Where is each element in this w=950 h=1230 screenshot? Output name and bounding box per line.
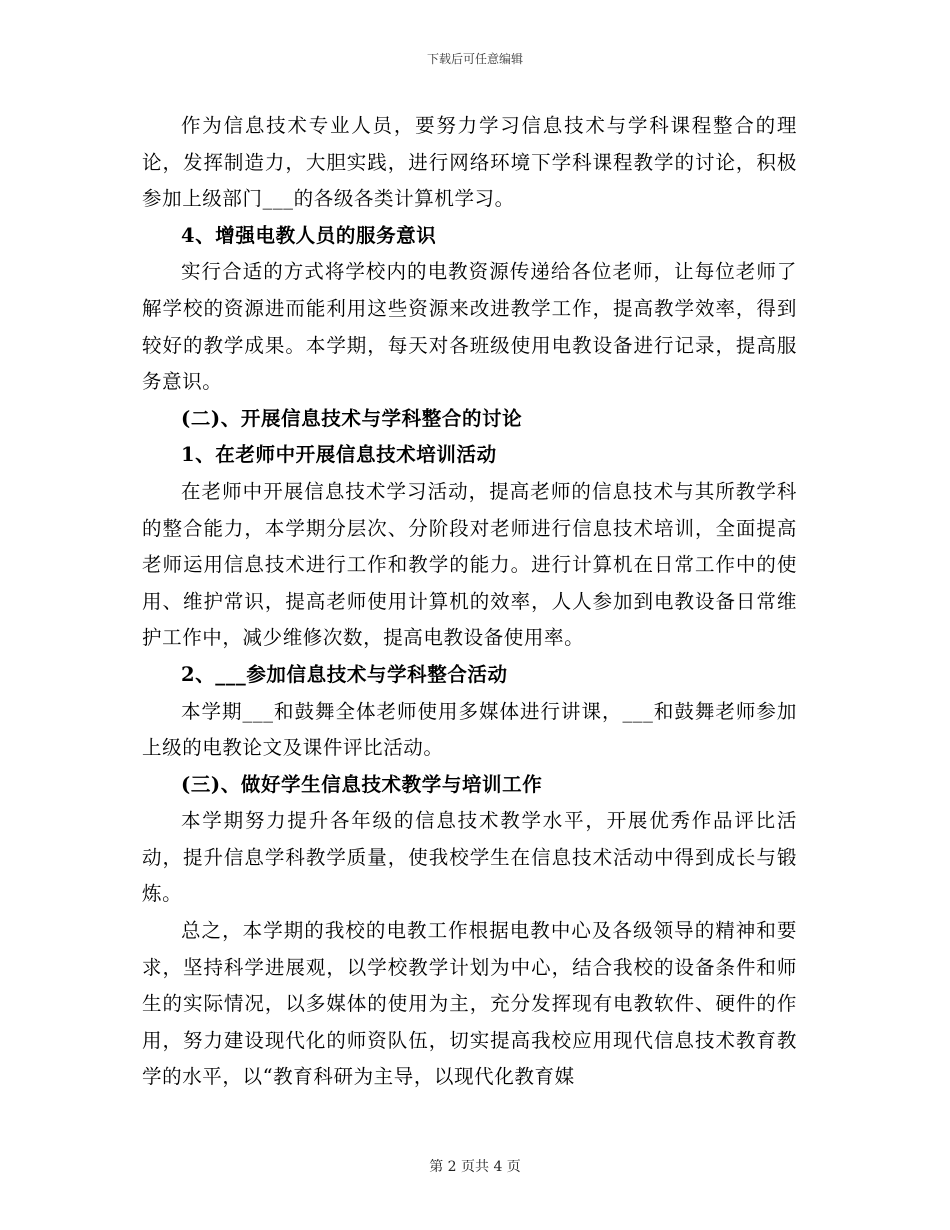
- page-footer: 第 2 页共 4 页: [429, 1159, 521, 1175]
- document-body: [142, 108, 797, 1096]
- paragraph: 实行合适的方式将学校内的电教资源传递给各位老师，让每位老师了解学校的资源进而能利用这些资源来改进教学工作，提高教学效率，得到较好的教学成果。本学期，每天对各班级使用电教设备进行记录，提高服务意识。: [142, 260, 797, 394]
- section-heading: (三)、做好学生信息技术教学与培训工作: [181, 772, 543, 796]
- paragraph: 本学期___和鼓舞全体老师使用多媒体进行讲课，___和鼓舞老师参加上级的电教论文及课件评比活动。: [142, 699, 797, 760]
- section-heading: 2、___参加信息技术与学科整合活动: [181, 662, 508, 686]
- paragraph: 总之，本学期的我校的电教工作根据电教中心及各级领导的精神和要求，坚持科学进展观，以学校教学计划为中心，结合我校的设备条件和师生的实际情况，以多媒体的使用为主，充分发挥现有电教软件、硬件的作用，努力建设现代化的师资队伍，切实提高我校应用现代信息技术教育教学的水平，以“教育科研为主导，以现代化教育媒: [142, 919, 797, 1089]
- paragraph: 在老师中开展信息技术学习活动，提高老师的信息技术与其所教学科的整合能力，本学期分层次、分阶段对老师进行信息技术培训，全面提高老师运用信息技术进行工作和教学的能力。进行计算机在日常工作中的使用、维护常识，提高老师使用计算机的效率，人人参加到电教设备日常维护工作中，减少维修次数，提高电教设备使用率。: [142, 479, 797, 650]
- section-heading: 1、在老师中开展信息技术培训活动: [181, 443, 497, 467]
- section-heading: 4、增强电教人员的服务意识: [181, 223, 437, 247]
- section-heading: (二)、开展信息技术与学科整合的讨论: [181, 406, 523, 430]
- page-header: 下载后可任意编辑: [426, 52, 523, 66]
- paragraph: 本学期努力提升各年级的信息技术教学水平，开展优秀作品评比活动，提升信息学科教学质量，使我校学生在信息技术活动中得到成长与锻炼。: [142, 809, 797, 906]
- paragraph: 作为信息技术专业人员，要努力学习信息技术与学科课程整合的理论，发挥制造力，大胆实践，进行网络环境下学科课程教学的讨论，积极参加上级部门___的各级各类计算机学习。: [142, 114, 797, 211]
